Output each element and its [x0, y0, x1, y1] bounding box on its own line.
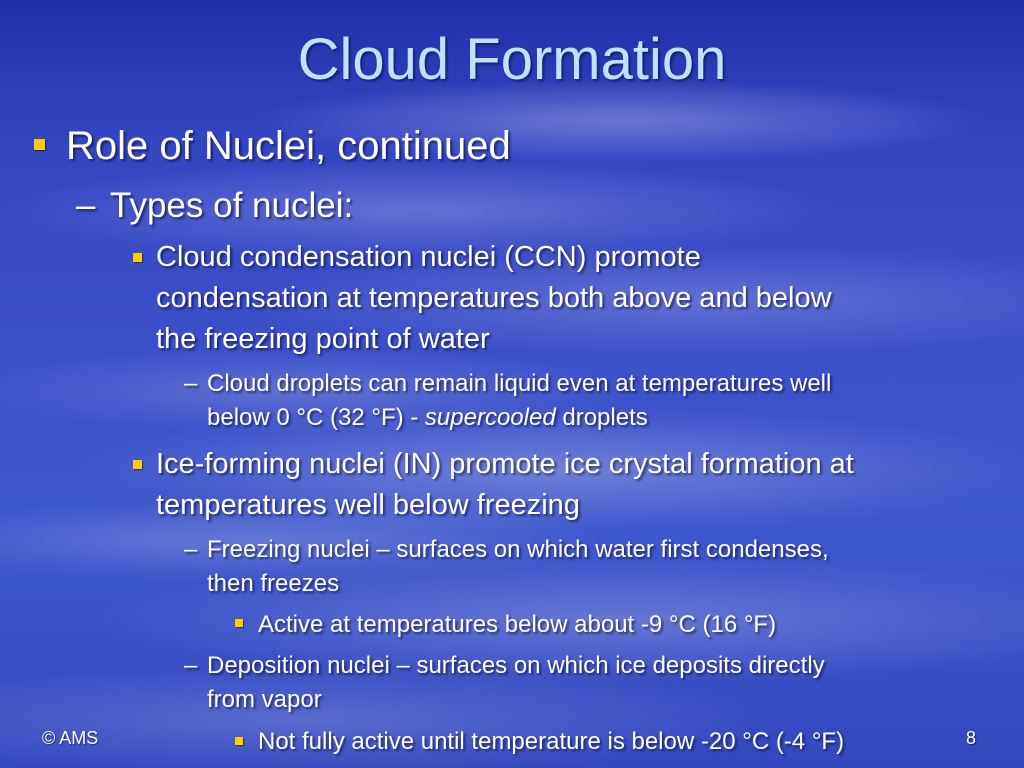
slide-title: Cloud Formation [297, 27, 727, 92]
in-line-1: Ice-forming nuclei (IN) promote ice crystal formation at [156, 448, 854, 480]
sub-types-of-nuclei: Types of nuclei: [110, 186, 354, 225]
square-bullet-icon [133, 460, 142, 469]
freezing-line-2: then freezes [207, 570, 340, 597]
square-bullet-icon [34, 139, 45, 150]
page-number: 8 [966, 728, 977, 748]
droplets-line-2-post: droplets [555, 404, 648, 431]
in-line-2: temperatures well below freezing [156, 489, 580, 521]
deposition-line-1: Deposition nuclei – surfaces on which ice deposits directly [207, 652, 825, 679]
dash-marker: – [76, 186, 96, 225]
bullet-role-of-nuclei: Role of Nuclei, continued [66, 124, 511, 168]
ccn-line-3: the freezing point of water [156, 323, 490, 355]
square-bullet-icon [235, 619, 243, 627]
ccn-line-2: condensation at temperatures both above and below [156, 282, 832, 314]
droplets-line-2 [207, 404, 648, 432]
droplets-line-1: Cloud droplets can remain liquid even at temperatures well [207, 370, 832, 397]
not-fully-active-line: Not fully active until temperature is below -20 °C (-4 °F) [258, 728, 845, 755]
supercooled-emphasis: supercooled [424, 404, 556, 431]
dash-marker: – [184, 370, 198, 397]
freezing-line-1: Freezing nuclei – surfaces on which water first condenses, [207, 536, 829, 563]
deposition-line-2: from vapor [207, 686, 322, 713]
dash-marker: – [184, 536, 198, 563]
copyright-text: © AMS [42, 728, 99, 748]
active-temp-line: Active at temperatures below about -9 °C (16 °F) [258, 611, 777, 638]
square-bullet-icon [133, 253, 142, 262]
square-bullet-icon [235, 737, 243, 745]
ccn-line-1: Cloud condensation nuclei (CCN) promote [156, 241, 701, 273]
droplets-line-2-pre: below 0 °C (32 °F) - [207, 404, 425, 431]
dash-marker: – [184, 652, 198, 679]
